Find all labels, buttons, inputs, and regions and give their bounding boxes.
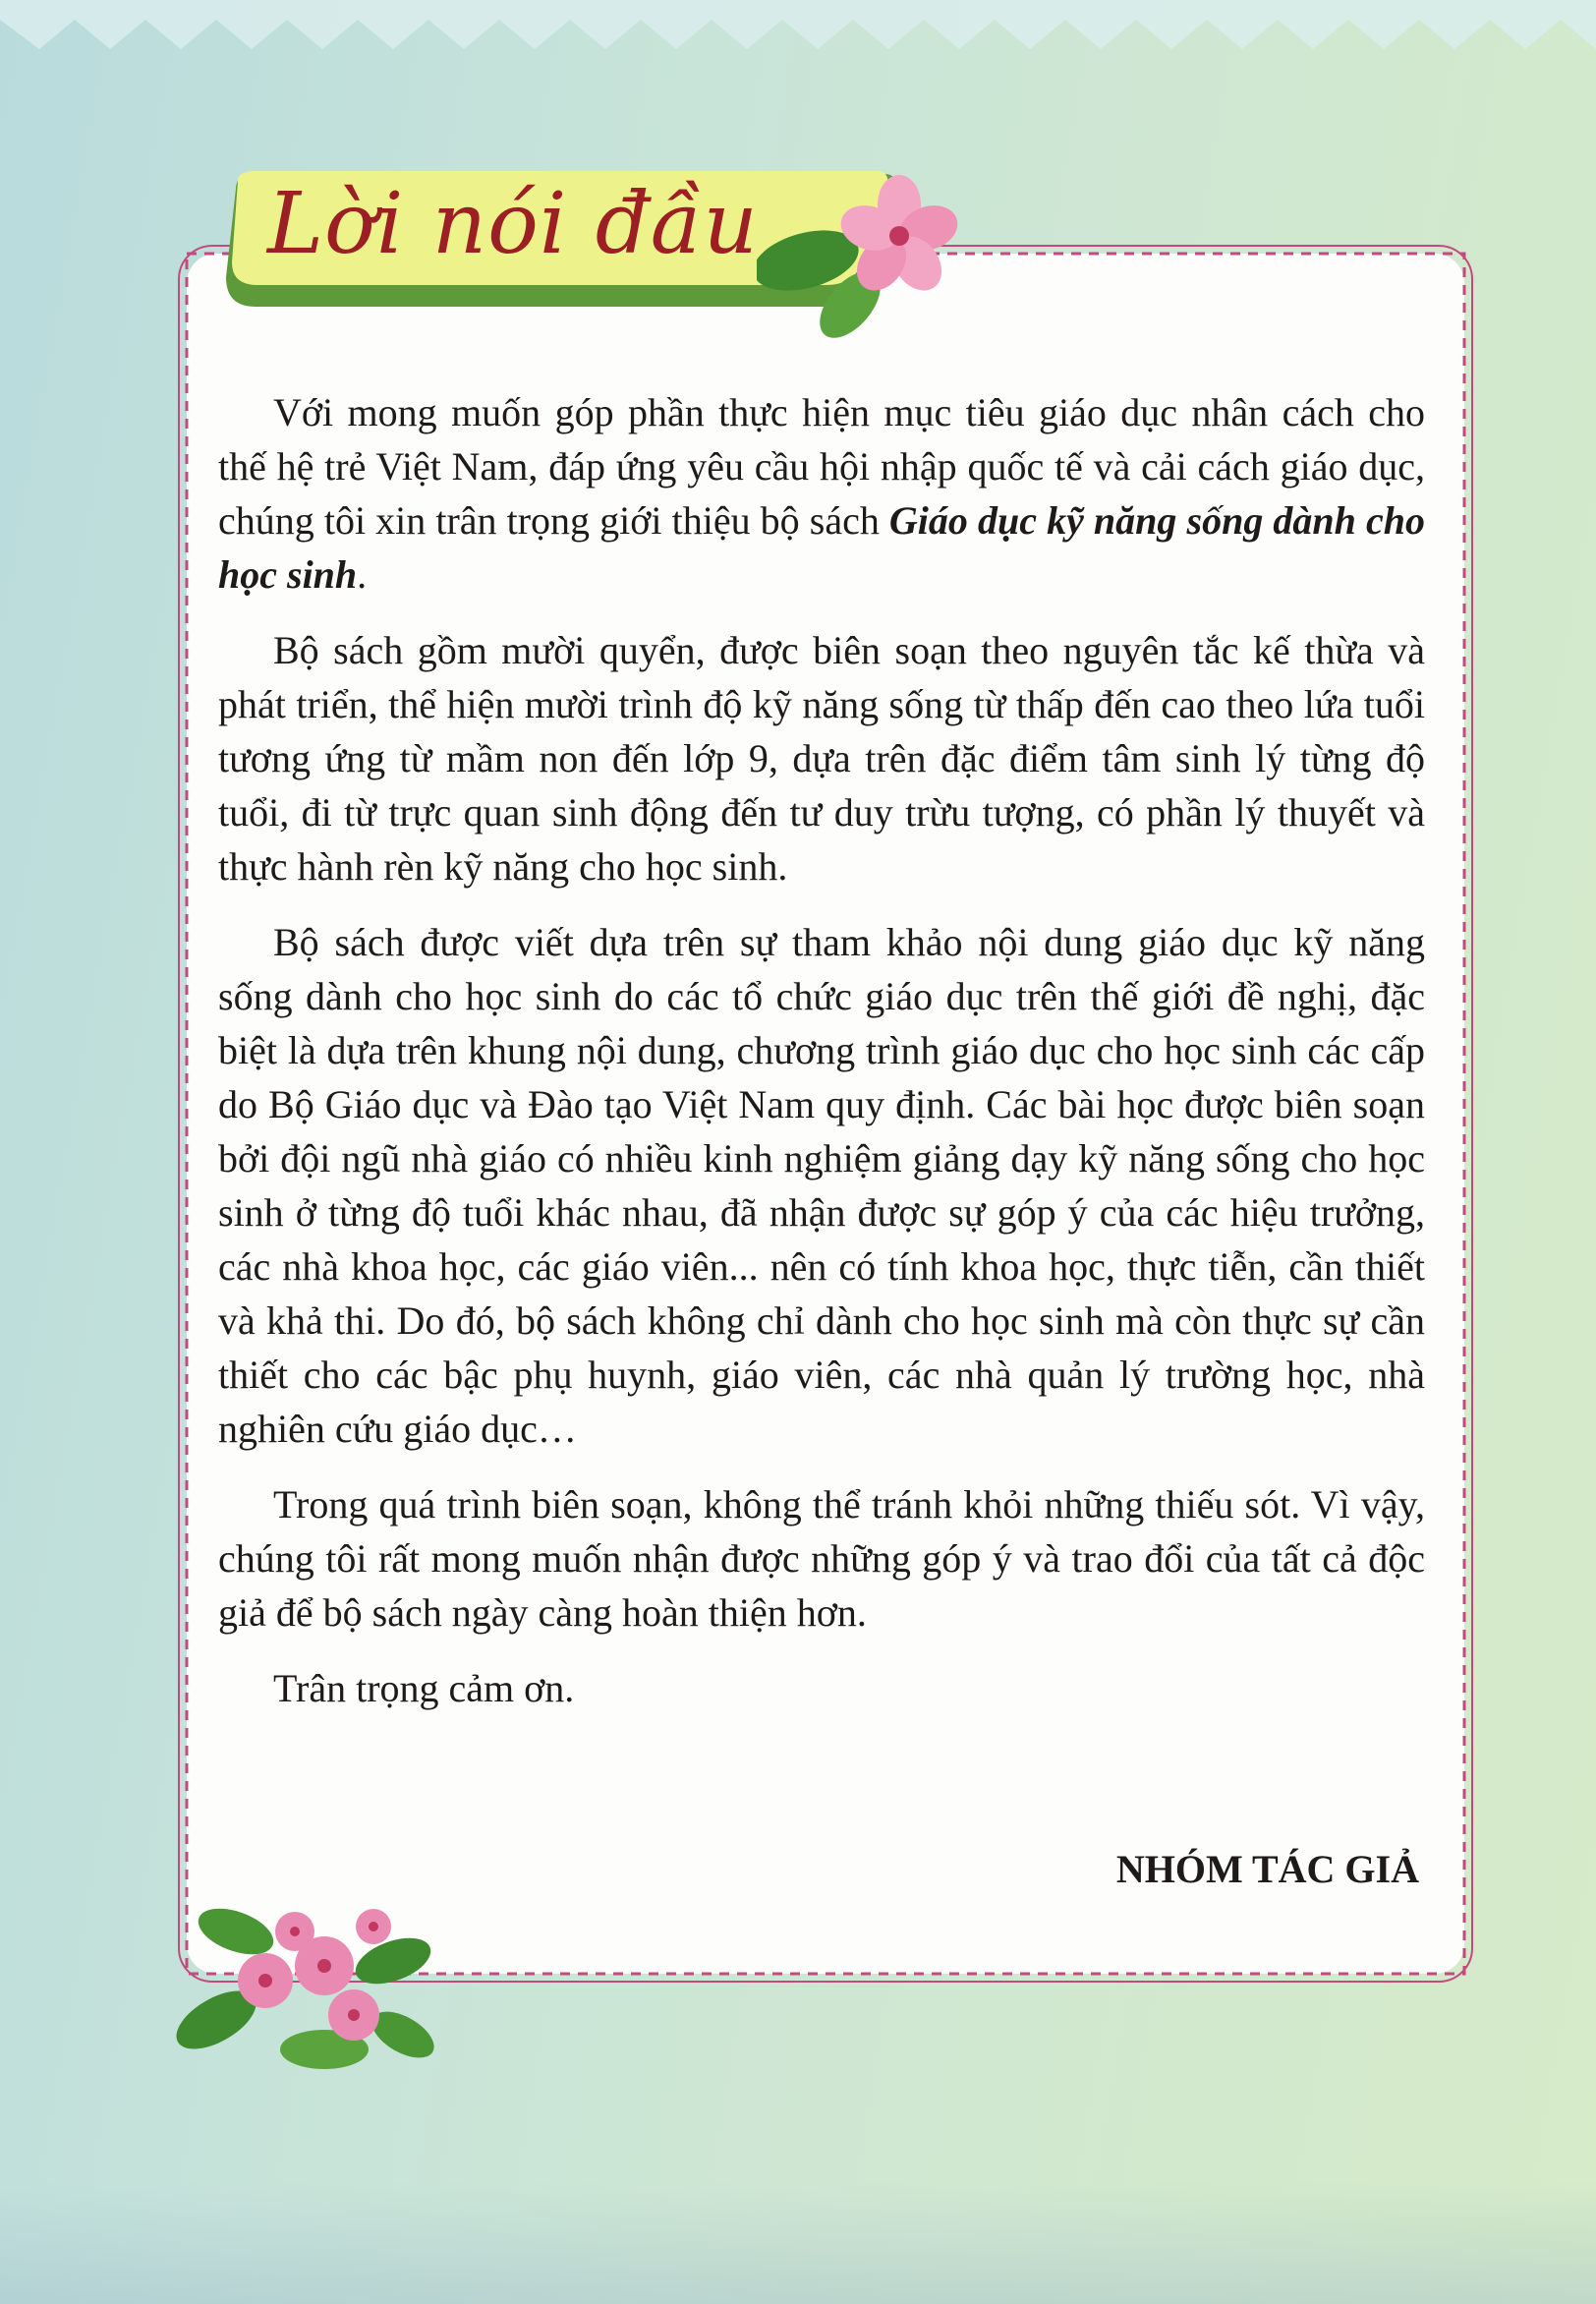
paragraph-4: Trong quá trình biên soạn, không thể tránh khỏi những thiếu sót. Vì vậy, chúng tôi rất mong muốn nhận được những góp ý và trao đổi của tất cả độc giả để bộ sách ngày càng hoàn thiện hơn. [218, 1482, 1425, 1635]
book-title: Giáo dục kỹ năng sống dành cho học sinh [218, 498, 1425, 597]
page-title: Lời nói đầu [267, 175, 759, 273]
paragraph-intro-text: Với mong muốn góp phần thực hiện mục tiêu giáo dục nhân cách cho thế hệ trẻ Việt Nam, đáp ứng yêu cầu hội nhập quốc tế và cải cách giáo dục, chúng tôi xin trân trọng giới thiệu bộ sách [218, 390, 1425, 543]
author-signature: NHÓM TÁC GIẢ [1115, 1847, 1419, 1891]
flower-bottom-icon [167, 1872, 452, 2074]
paragraph-2: Bộ sách gồm mười quyển, được biên soạn theo nguyên tắc kế thừa và phát triển, thể hiện mười trình độ kỹ năng sống từ thấp đến cao theo lứa tuổi tương ứng từ mầm non đến lớp 9, dựa trên đặc điểm tâm sinh lý từng độ tuổi, đi từ trực quan sinh động đến tư duy trừu tượng, có phần lý thuyết và thực hành rèn kỹ năng cho học sinh. [218, 628, 1425, 889]
closing-line: Trân trọng cảm ơn. [273, 1666, 575, 1710]
paragraph-intro-end: . [357, 552, 368, 597]
paragraph-3: Bộ sách được viết dựa trên sự tham khảo nội dung giáo dục kỹ năng sống dành cho học sinh do các tổ chức giáo dục trên thế giới đề nghị, đặc biệt là dựa trên khung nội dung, chương trình giáo dục cho học sinh các cấp do Bộ Giáo dục và Đào tạo Việt Nam quy định. Các bài học được biên soạn bởi đội ngũ nhà giáo có nhiều kinh nghiệm giảng dạy kỹ năng sống cho học sinh ở từng độ tuổi khác nhau, đã nhận được sự góp ý của các hiệu trưởng, các nhà khoa học, các giáo viên... nên có tính khoa học, thực tiễn, cần thiết và khả thi. Do đó, bộ sách không chỉ dành cho học sinh mà còn thực sự cần thiết cho các bậc phụ huynh, giáo viên, các nhà quản lý trường học, nhà nghiên cứu giáo dục… [218, 920, 1425, 1451]
paragraph-intro [218, 385, 1425, 602]
preface-body [218, 385, 1425, 1737]
flower-top-icon [757, 167, 983, 354]
